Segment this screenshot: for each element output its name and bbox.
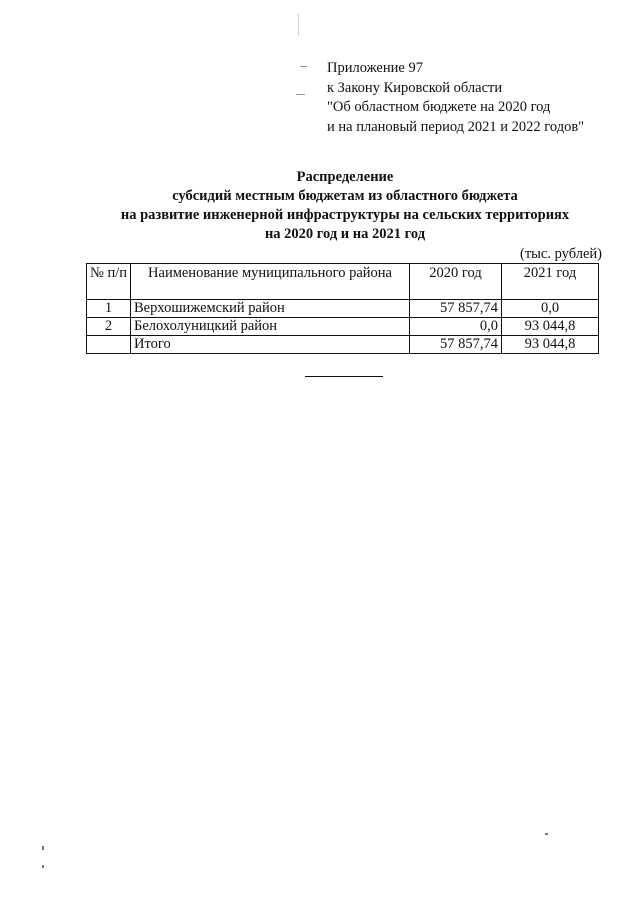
scan-speck: [545, 833, 548, 835]
total-label: Итого: [131, 336, 410, 354]
table-total-row: [87, 336, 599, 354]
total-num: [87, 336, 131, 354]
header-2020: 2020 год: [410, 264, 502, 300]
header-2021: 2021 год: [502, 264, 599, 300]
row-value-2021: 0,0: [502, 300, 599, 318]
row-name: Верхошижемский район: [131, 300, 410, 318]
appendix-line: к Закону Кировской области: [327, 79, 503, 96]
document-title: [60, 168, 630, 244]
title-line: субсидий местным бюджетам из областного бюджета: [172, 188, 518, 204]
row-num: 2: [87, 318, 131, 336]
row-value-2021: 93 044,8: [502, 318, 599, 336]
title-line: на развитие инженерной инфраструктуры на сельских территориях: [120, 207, 570, 223]
row-value-2020: 0,0: [410, 318, 502, 336]
table-row: [87, 300, 599, 318]
scan-speck: [296, 94, 305, 95]
table-header-row: [87, 264, 599, 300]
table-row: [87, 318, 599, 336]
header-name: Наименование муниципального района: [131, 264, 410, 300]
appendix-line: Приложение 97: [327, 60, 423, 76]
scan-speck: [42, 865, 44, 868]
scan-speck: [300, 66, 307, 67]
row-value-2020: 57 857,74: [410, 300, 502, 318]
scan-speck: [298, 14, 299, 36]
total-value-2020: 57 857,74: [410, 336, 502, 354]
subsidy-table: [86, 263, 599, 354]
row-num: 1: [87, 300, 131, 318]
appendix-line: "Об областном бюджете на 2020 год: [327, 99, 551, 115]
units-label: (тыс. рублей): [520, 246, 602, 262]
closing-divider: [305, 376, 383, 377]
total-value-2021: 93 044,8: [502, 336, 599, 354]
scan-speck: [42, 846, 44, 850]
row-name: Белохолуницкий район: [131, 318, 410, 336]
title-line: Распределение: [296, 169, 394, 185]
appendix-reference: [327, 59, 584, 137]
header-num: № п/п: [87, 264, 131, 300]
title-line: на 2020 год и на 2021 год: [264, 226, 426, 242]
appendix-line: и на плановый период 2021 и 2022 годов": [327, 118, 585, 135]
